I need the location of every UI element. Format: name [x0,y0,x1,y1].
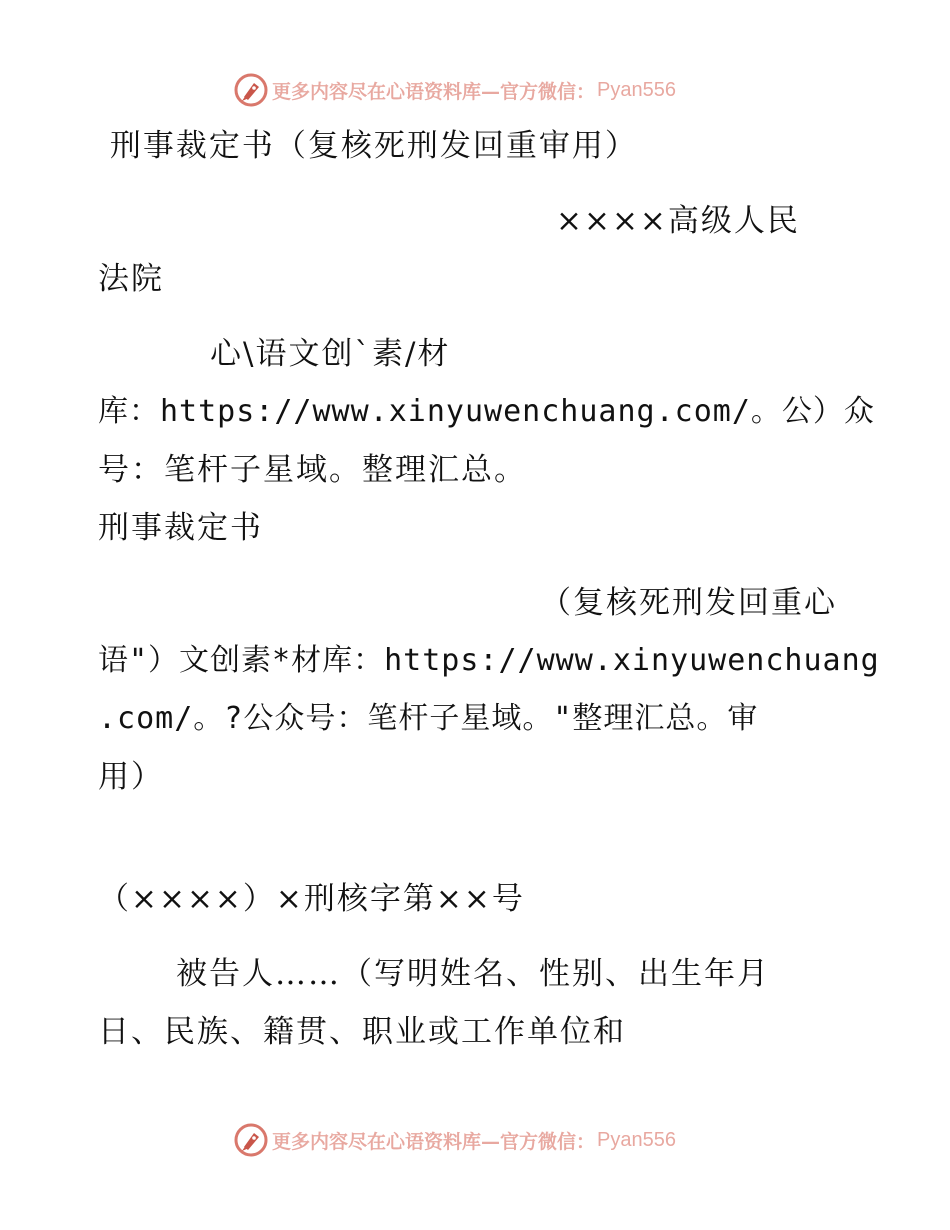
watermark-wechat-id: Pyan556 [597,1128,676,1151]
pen-nib-logo-icon [234,1123,268,1157]
body-line: 语"）文创素*材库：https://www.xinyuwenchuang [98,643,880,678]
body-line: 库：https://www.xinyuwenchuang.com/。公）众 [98,394,875,429]
watermark-text: 更多内容尽在心语资料库—官方微信： [272,1130,596,1153]
court-name-line-2: 法院 [98,261,164,297]
case-number: （××××）×刑核字第××号 [98,881,525,917]
court-name-line-1: ××××高级人民 [556,203,800,239]
body-line: 被告人……（写明姓名、性别、出生年月 [176,956,770,992]
footer-watermark [234,1122,676,1158]
watermark-text: 更多内容尽在心语资料库—官方微信： [272,80,596,103]
body-line: 心\语文创`素/材 [210,336,451,372]
body-line: 用） [98,759,164,795]
body-line: 号：笔杆子星域。整理汇总。 [98,452,527,488]
watermark-wechat-id: Pyan556 [597,78,676,101]
subheading: 刑事裁定书 [98,510,263,546]
body-line: .com/。?公众号：笔杆子星域。"整理汇总。审 [98,701,759,736]
document-title: 刑事裁定书（复核死刑发回重审用） [98,128,638,164]
pen-nib-logo-icon [234,73,268,107]
header-watermark [234,72,676,108]
body-line: 日、民族、籍贯、职业或工作单位和 [98,1014,626,1050]
body-line: （复核死刑发回重心 [540,585,837,621]
